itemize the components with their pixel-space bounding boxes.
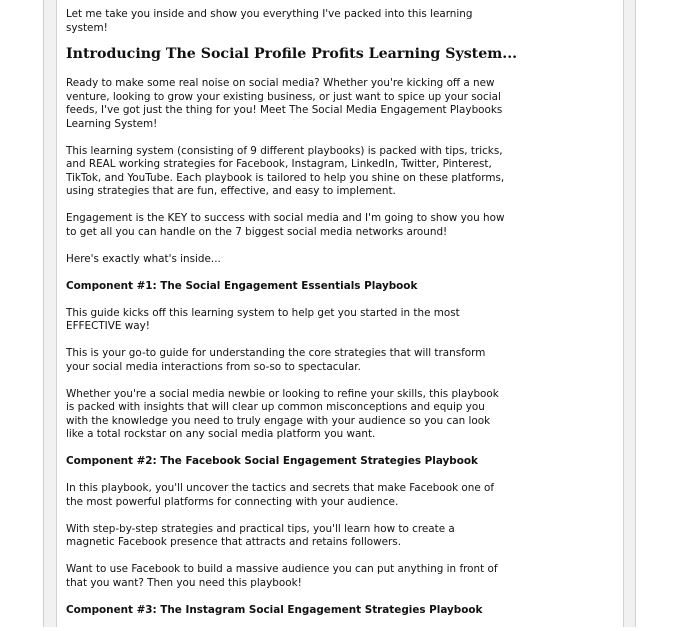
document-content: [66, 8, 518, 631]
body-paragraph: Here's exactly what's inside...: [66, 252, 221, 265]
intro-text: Let me take you inside and show you everything I've packed into this learning system!: [66, 8, 473, 34]
body-paragraph: This learning system (consisting of 9 different playbooks) is packed with tips, tricks, and REAL working strategies for Facebook, Instagram, LinkedIn, Twitter, Pinterest, TikTok, and YouTube. Each playbook is tailored to help you shine on these platforms, using strategies that are fun, effective, and easy to implement.: [66, 144, 505, 197]
component-1-paragraph: This is your go-to guide for understanding the core strategies that will transform your social media interactions from so-so to spectacular.: [66, 347, 486, 373]
body-paragraph: Engagement is the KEY to success with social media and I'm going to show you how to get all you can handle on the 7 biggest social media networks around!: [66, 212, 505, 238]
component-1-paragraph: This guide kicks off this learning system to help get you started in the most EFFECTIVE way!: [66, 306, 460, 332]
page-headline: Introducing The Social Profile Profits Learning System...: [66, 46, 518, 62]
component-2-paragraph: In this playbook, you'll uncover the tactics and secrets that make Facebook one of the most powerful platforms for connecting with your audience.: [66, 482, 495, 508]
body-paragraph: Ready to make some real noise on social media? Whether you're kicking off a new venture, looking to grow your existing business, or just want to spice up your social feeds, I've got just the thing for you! Meet The Social Media Engagement Playbooks Learning System!: [66, 77, 503, 130]
component-1-paragraph: Whether you're a social media newbie or looking to refine your skills, this playbook is packed with insights that will clear up common misconceptions and equip you with the knowledge you need to truly engage with your audience so you can look like a total rockstar on any social media platform you want.: [66, 387, 499, 440]
component-2-heading: Component #2: The Facebook Social Engagement Strategies Playbook: [66, 455, 478, 467]
component-3-heading: Component #3: The Instagram Social Engagement Strategies Playbook: [66, 603, 483, 616]
component-2-paragraph: Want to use Facebook to build a massive audience you can put anything in front of that you want? Then you need this playbook!: [66, 563, 498, 589]
component-2-paragraph: With step-by-step strategies and practical tips, you'll learn how to create a magnetic Facebook presence that attracts and retains followers.: [66, 522, 455, 548]
component-1-heading: Component #1: The Social Engagement Essentials Playbook: [66, 279, 418, 292]
